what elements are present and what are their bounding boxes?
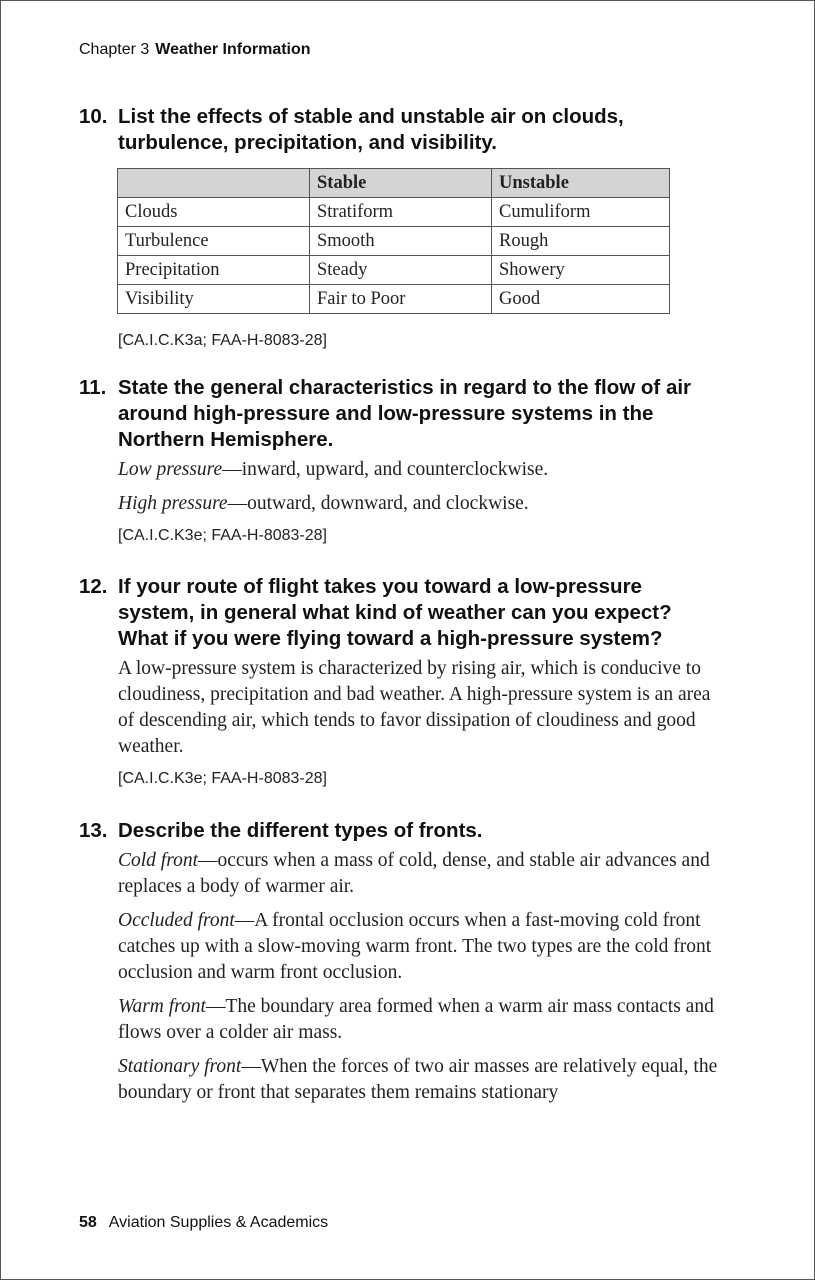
- table-cell: Good: [492, 285, 670, 314]
- table-header-cell: Unstable: [492, 169, 670, 198]
- question-11-title: [79, 375, 719, 453]
- answer-paragraph: [118, 491, 719, 517]
- answer-term: Stationary front: [118, 1056, 242, 1077]
- answer-body: [118, 656, 719, 760]
- answer-text: —When the forces of two air masses are relatively equal, the boundary or front that separates them remains stationary: [118, 1056, 718, 1103]
- table-cell: Stratiform: [310, 198, 492, 227]
- page-footer: [79, 1214, 328, 1232]
- table-row: [118, 227, 670, 256]
- chapter-title: Weather Information: [155, 41, 311, 58]
- question-text: Describe the different types of fronts.: [118, 819, 483, 842]
- table-cell: Steady: [310, 256, 492, 285]
- answer-term: Occluded front: [118, 910, 235, 931]
- question-text: State the general characteristics in regard to the flow of air around high-pressure and low-pressure systems in the Northern Hemisphere.: [118, 376, 692, 451]
- table-cell: Clouds: [118, 198, 310, 227]
- table-cell: Fair to Poor: [310, 285, 492, 314]
- answer-paragraph: [118, 848, 719, 900]
- question-number: 10.: [79, 105, 108, 128]
- table-row: [118, 256, 670, 285]
- answer-term: Cold front: [118, 850, 198, 871]
- question-10-reference: [79, 332, 719, 350]
- reference-citation: [CA.I.C.K3e; FAA-H-8083-28]: [118, 527, 327, 544]
- table-header-cell: Stable: [310, 169, 492, 198]
- answer-body: [118, 457, 719, 517]
- answer-term: Warm front: [118, 996, 206, 1017]
- question-number: 13.: [79, 819, 108, 842]
- question-10-title: [79, 104, 719, 156]
- answer-text: —The boundary area formed when a warm air mass contacts and flows over a colder air mass.: [118, 996, 714, 1043]
- answer-paragraph: [118, 1054, 719, 1106]
- answer-text: —outward, downward, and clockwise.: [227, 493, 529, 514]
- page-number: 58: [79, 1214, 97, 1231]
- answer-paragraph: [118, 908, 719, 986]
- table-cell: Smooth: [310, 227, 492, 256]
- reference-citation: [CA.I.C.K3e; FAA-H-8083-28]: [118, 770, 327, 787]
- stability-table: [117, 168, 670, 314]
- table-header-row: [118, 169, 670, 198]
- question-13: [79, 818, 719, 1106]
- table-cell: Turbulence: [118, 227, 310, 256]
- question-12-title: [79, 574, 719, 652]
- table-cell: Precipitation: [118, 256, 310, 285]
- answer-text: —A frontal occlusion occurs when a fast-moving cold front catches up with a slow-moving warm front. The two types are the cold front occlusion and warm front occlusion.: [118, 910, 712, 983]
- table-row: [118, 198, 670, 227]
- question-10: [79, 104, 719, 156]
- question-12: [79, 574, 719, 788]
- chapter-label: Chapter 3: [79, 41, 150, 58]
- table-row: [118, 285, 670, 314]
- running-head: [79, 41, 311, 59]
- answer-text: —occurs when a mass of cold, dense, and stable air advances and replaces a body of warmer air.: [118, 850, 710, 897]
- question-11: [79, 375, 719, 545]
- table-cell: Visibility: [118, 285, 310, 314]
- answer-paragraph: [118, 994, 719, 1046]
- answer-paragraph: A low-pressure system is characterized by rising air, which is conducive to cloudiness, precipitation and bad weather. A high-pressure system is an area of descending air, which tends to favor dissipation of cloudiness and good weather.: [118, 658, 711, 757]
- answer-term: High pressure: [118, 493, 228, 514]
- answer-term: Low pressure: [118, 459, 223, 480]
- publisher-name: Aviation Supplies & Academics: [108, 1214, 329, 1231]
- table-header-cell: [118, 169, 310, 198]
- table-cell: Cumuliform: [492, 198, 670, 227]
- table-cell: Showery: [492, 256, 670, 285]
- question-number: 12.: [79, 575, 108, 598]
- question-text: List the effects of stable and unstable air on clouds, turbulence, precipitation, and visibility.: [118, 105, 624, 154]
- question-13-title: [79, 818, 719, 844]
- table-cell: Rough: [492, 227, 670, 256]
- answer-paragraph: [118, 457, 719, 483]
- question-number: 11.: [79, 376, 107, 399]
- question-text: If your route of flight takes you toward a low-pressure system, in general what kind of weather can you expect? What if you were flying toward a high-pressure system?: [118, 575, 672, 650]
- reference-citation: [CA.I.C.K3a; FAA-H-8083-28]: [118, 332, 327, 349]
- answer-body: [118, 848, 719, 1106]
- answer-text: —inward, upward, and counterclockwise.: [222, 459, 549, 480]
